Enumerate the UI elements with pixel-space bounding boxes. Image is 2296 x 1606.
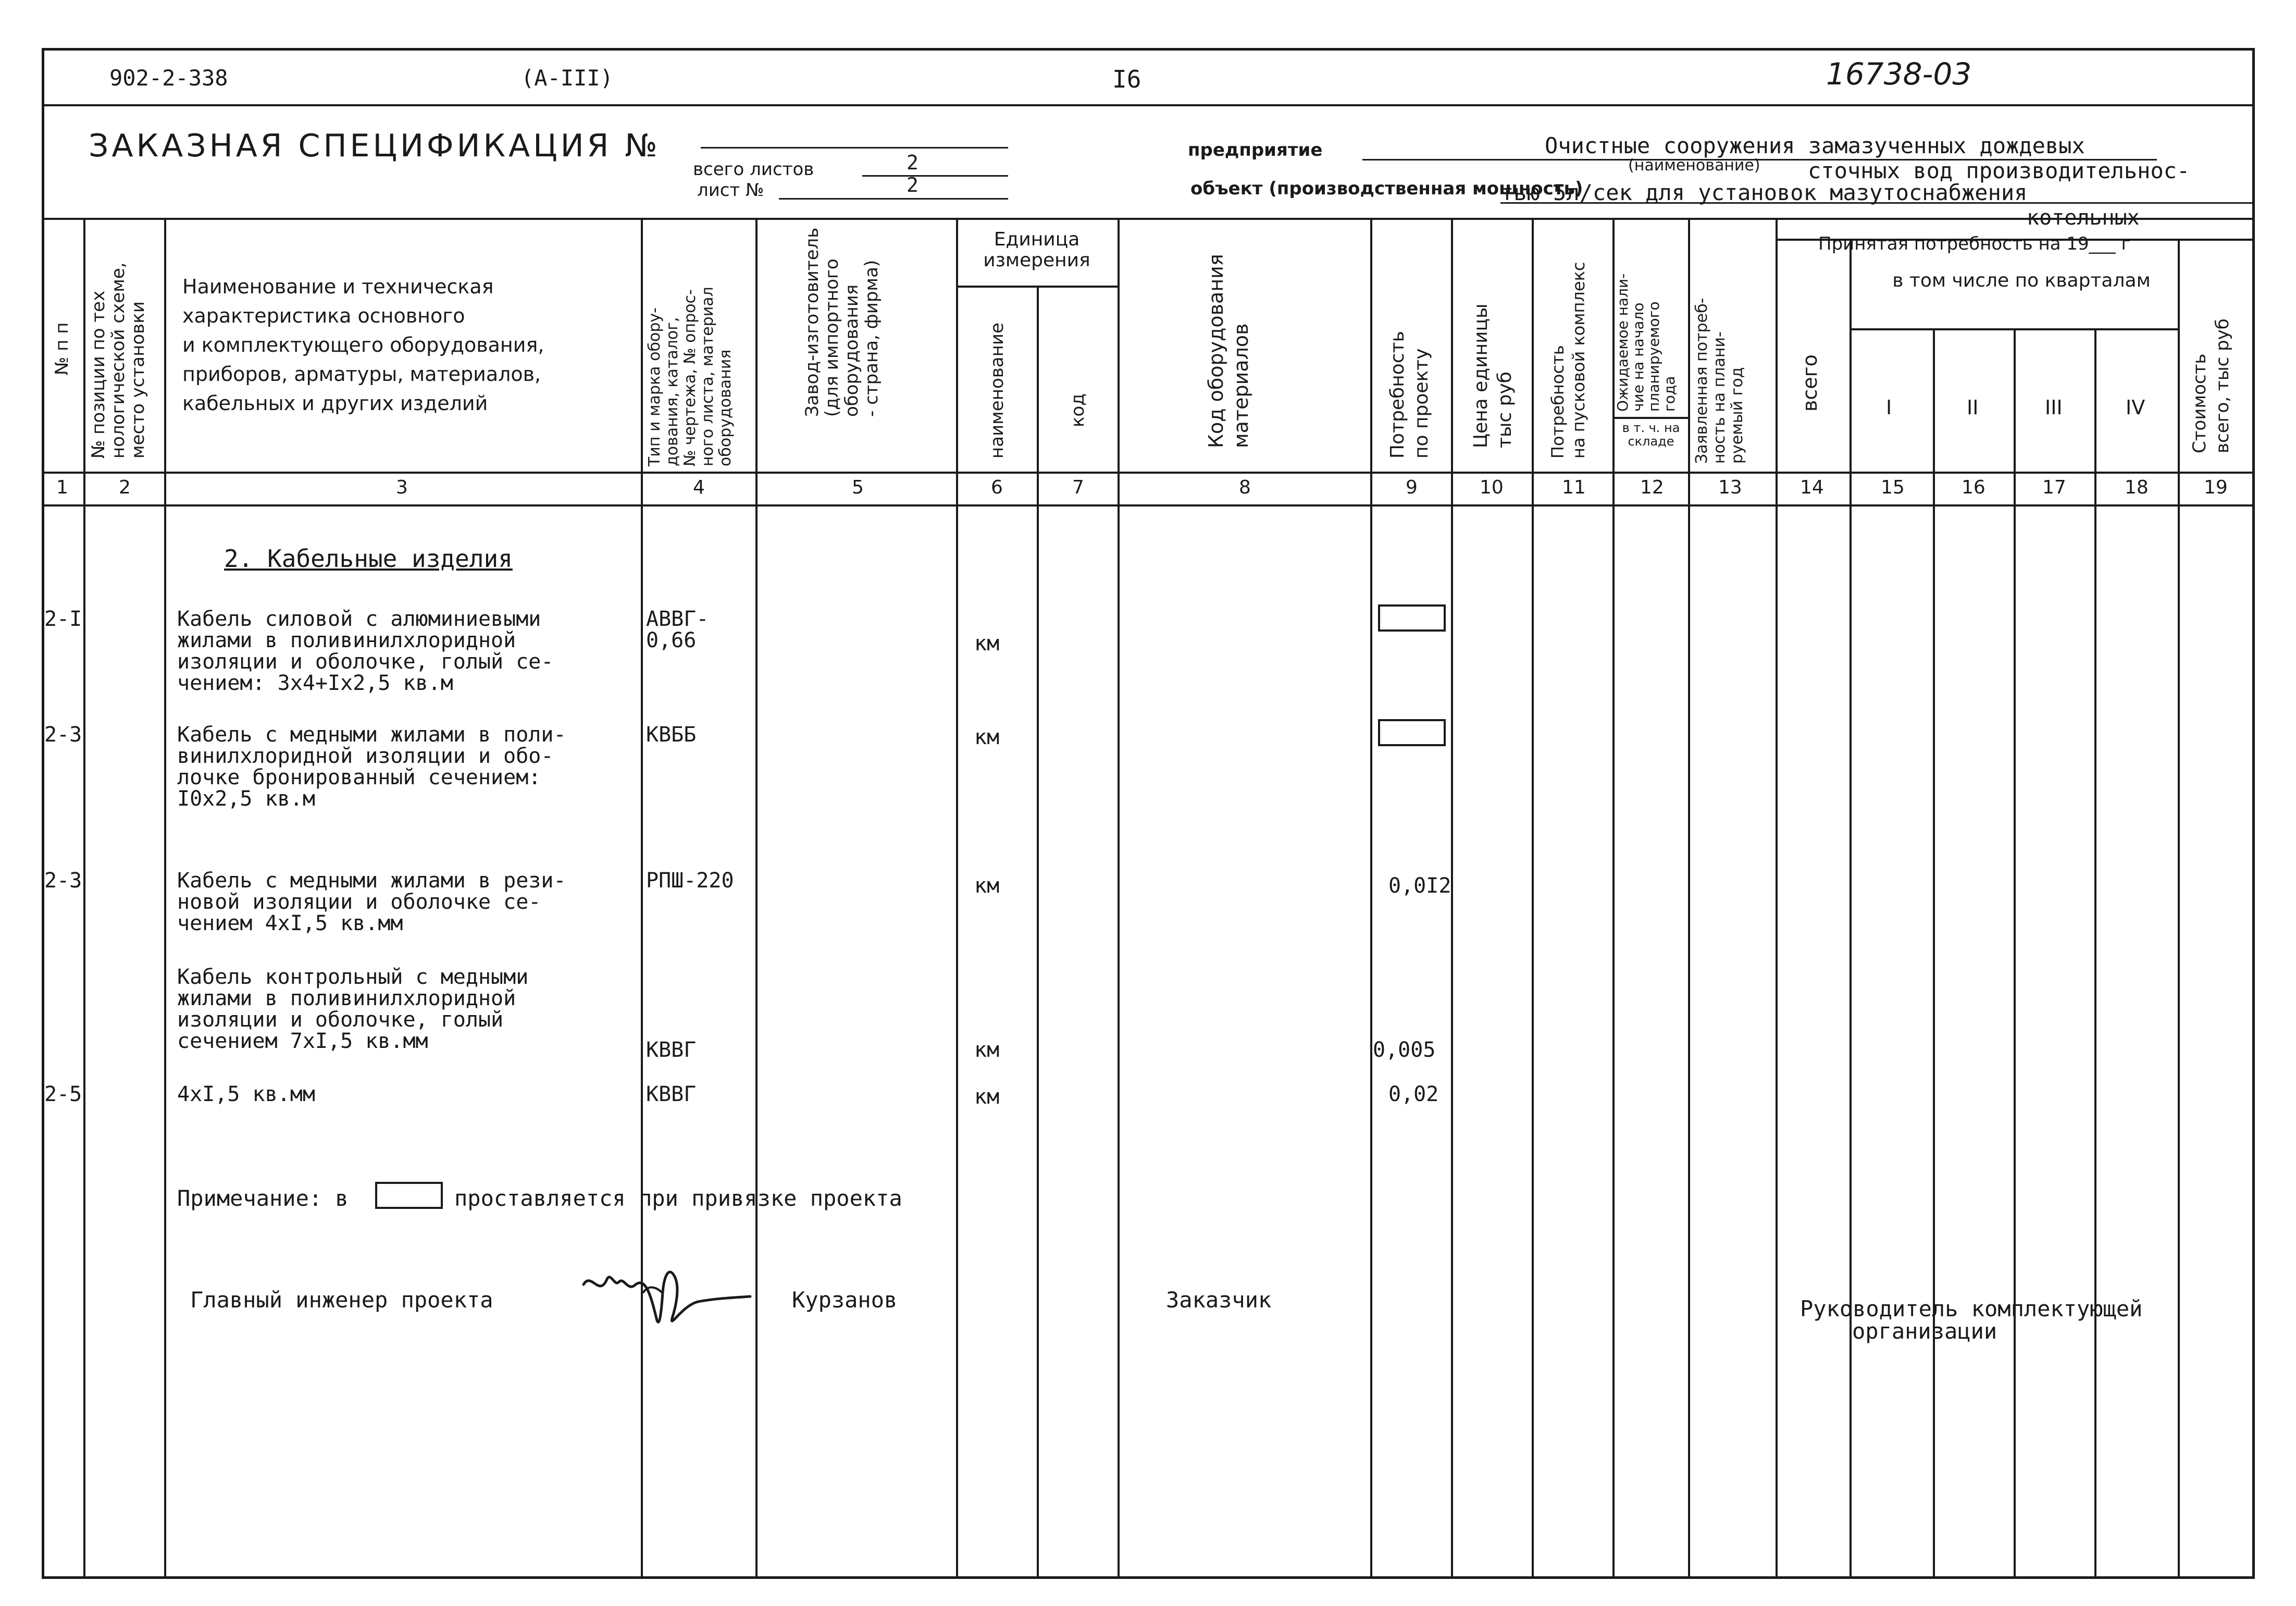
col-border-16 [2014, 328, 2016, 1579]
row-name-line: новой изоляции и оболочке се- [177, 890, 541, 914]
row-name-line: изоляции и оболочке, голый [177, 1008, 504, 1032]
col-header-19 [2188, 318, 2234, 453]
c12-sub-divider [1612, 417, 1688, 419]
row-type: РПШ-220 [646, 869, 734, 893]
doc-code: 902-2-338 [109, 65, 228, 91]
row-type: КВББ [646, 723, 697, 747]
handwritten-signature-icon [578, 1256, 755, 1339]
page-number: I6 [1112, 65, 1141, 93]
col-border-12 [1688, 218, 1690, 1579]
org-head-label-line2: организации [1852, 1318, 1997, 1344]
col-header-12-line: чие на начало [1630, 302, 1647, 412]
col-header-5 [802, 228, 882, 417]
row-name-line: чением 4хI,5 кв.мм [177, 911, 403, 935]
col-header-4-line: оборудования [716, 349, 735, 466]
row-unit: км [974, 1038, 1000, 1062]
col-header-8 [1203, 254, 1254, 448]
quarter-3-header: III [2045, 396, 2063, 419]
total-sheets-value: 2 [907, 151, 919, 174]
col-border-4 [755, 218, 758, 1579]
col-header-13-line: Заявленная потреб- [1693, 298, 1711, 464]
quarters-group-header: в том числе по кварталам [1892, 270, 2151, 291]
col-number: 10 [1480, 477, 1504, 498]
chief-engineer-name: Курзанов [792, 1287, 898, 1313]
row-qty: 0,02 [1388, 1082, 1439, 1106]
enterprise-value-line1: Очистные сооружения замазученных дождевых [1545, 133, 2085, 158]
col-header-13-line: руемый год [1728, 367, 1746, 464]
row-position: 2-3 [44, 723, 82, 747]
col-header-8-line: Код оборудования [1205, 254, 1227, 448]
org-head-label-line1: Руководитель комплектующей [1800, 1296, 2143, 1321]
col-border-15 [1933, 328, 1935, 1579]
col-number: 5 [852, 477, 864, 498]
col-header-6: наименование [987, 323, 1008, 459]
header-bottom-border [42, 472, 2255, 474]
enterprise-value-line4: котельных [2027, 206, 2140, 230]
row-name-line: сечением 7хI,5 кв.мм [177, 1029, 428, 1053]
col-header-4-line: ного листа, материал [699, 287, 717, 466]
row-name [177, 609, 553, 694]
col-header-2-line: место установки [128, 301, 148, 459]
row-name-line: чением: 3х4+Iх2,5 кв.м [177, 671, 453, 695]
col-border-2 [164, 218, 166, 1579]
spec-number-underline [701, 147, 1008, 149]
col-header-1: № п п [52, 322, 72, 375]
sheet-label: лист № [697, 180, 764, 201]
col-header-19-line: Стоимость [2189, 353, 2210, 453]
col-header-13-line: ность на плани- [1710, 331, 1729, 464]
col-number: 12 [1640, 477, 1664, 498]
col-header-4-line: дования, каталог, [663, 317, 681, 466]
col-header-11-line: Потребность [1548, 345, 1568, 459]
col-header-12 [1615, 274, 1678, 412]
row-unit: км [974, 632, 1000, 656]
col-header-5-line: Завод-изготовитель [802, 227, 823, 417]
col-border-1 [83, 218, 85, 1579]
col-number: 15 [1881, 477, 1905, 498]
customer-label: Заказчик [1166, 1287, 1272, 1313]
row-name [177, 967, 528, 1052]
section-title: 2. Кабельные изделия [224, 545, 513, 573]
col-header-9 [1386, 331, 1434, 459]
enterprise-label: предприятие [1188, 140, 1323, 160]
col-number: 3 [396, 477, 408, 498]
col-header-3-line: Наименование и техническая [182, 275, 494, 298]
col-header-13 [1693, 298, 1746, 464]
col-header-9-line: по проекту [1411, 348, 1432, 459]
row-type-line: 0,66 [646, 628, 697, 652]
col-border-13 [1776, 218, 1778, 1579]
col-header-10-line: тыс руб [1494, 372, 1516, 448]
col-header-10 [1469, 304, 1517, 448]
row-type-line: АВВГ- [646, 607, 709, 631]
row-name-line: Кабель контрольный с медными [177, 965, 529, 989]
col-header-2 [89, 219, 148, 459]
col-header-3-line: приборов, арматуры, материалов, [182, 363, 541, 386]
row-qty: 0,0I2 [1388, 874, 1451, 898]
row-name [177, 870, 566, 934]
col-header-3 [182, 272, 544, 418]
col-header-12-line: Ожидаемое нали- [1614, 273, 1631, 412]
col-number: 13 [1718, 477, 1742, 498]
object-label: объект (производственная мощность) [1190, 178, 1583, 199]
col-header-14: всего [1798, 354, 1821, 412]
table-top-border [42, 218, 2255, 220]
col-header-8-line: материалов [1230, 323, 1252, 448]
col-border-7 [1118, 218, 1120, 1579]
col-header-2-line: нологической схеме, [108, 262, 129, 459]
col-header-11 [1547, 262, 1589, 459]
note-prefix: Примечание: в [177, 1185, 349, 1211]
spec-title: ЗАКАЗНАЯ СПЕЦИФИКАЦИЯ № [89, 128, 661, 164]
qty-placeholder-box [1378, 604, 1446, 632]
col-number: 7 [1072, 477, 1084, 498]
col-header-12-sub: в т. ч. на складе [1622, 421, 1680, 449]
col-border-9 [1451, 218, 1453, 1579]
note-suffix: проставляется при привязке проекта [454, 1185, 902, 1211]
header-divider [42, 104, 2255, 106]
col-header-3-line: и комплектующего оборудования, [182, 333, 544, 356]
row-type [646, 609, 709, 651]
col-header-5-line: оборудования [841, 284, 862, 417]
sheet-id: 16738-03 [1826, 56, 1972, 92]
col-border-14 [1850, 239, 1852, 1579]
album-number: (А-III) [521, 65, 614, 91]
col-header-11-line: на пусковой комплекс [1569, 262, 1588, 459]
row-position: 2-3 [44, 869, 82, 893]
col-border-17 [2094, 328, 2096, 1579]
col-header-3-line: характеристика основного [182, 304, 465, 327]
col-header-19-line: всего, тыс руб [2212, 318, 2233, 453]
col-border-6 [1037, 286, 1039, 1579]
enterprise-name-hint: (наименование) [1628, 156, 1760, 175]
chief-engineer-label: Главный инженер проекта [190, 1287, 493, 1313]
col-border-10 [1532, 218, 1534, 1579]
total-sheets-underline [862, 175, 1008, 177]
col-border-3 [641, 218, 643, 1579]
row-position: 2-I [44, 607, 82, 631]
col-border-18 [2178, 239, 2180, 1579]
col-header-4-line: Тип и марка обору- [646, 307, 664, 466]
column-number-border [42, 504, 2255, 506]
row-name-line: I0х2,5 кв.м [177, 787, 315, 811]
sheet-underline [779, 198, 1008, 200]
row-name-line: жилами в поливинилхлоридной [177, 628, 516, 652]
row-unit: км [974, 1085, 1000, 1109]
col-number: 6 [991, 477, 1003, 498]
col-number: 8 [1239, 477, 1251, 498]
col-number: 18 [2125, 477, 2149, 498]
col-header-9-line: Потребность [1387, 331, 1408, 459]
col-number: 9 [1406, 477, 1418, 498]
quarter-4-header: IV [2126, 396, 2145, 419]
quarter-1-header: I [1886, 396, 1892, 419]
sheet-value: 2 [907, 174, 919, 196]
accepted-group-header: Принятая потребность на 19___ г [1818, 233, 2131, 254]
col-border-11 [1612, 218, 1615, 1579]
col-number: 19 [2204, 477, 2228, 498]
col-header-12-line: года [1661, 376, 1678, 412]
row-name-line: Кабель с медными жилами в рези- [177, 869, 566, 893]
row-type: КВВГ [646, 1082, 697, 1106]
row-unit: км [974, 725, 1000, 749]
row-name-line: винилхлоридной изоляции и обо- [177, 744, 554, 768]
col-number: 14 [1800, 477, 1824, 498]
row-name-line: изоляции и оболочке, голый се- [177, 650, 554, 674]
row-name-line: жилами в поливинилхлоридной [177, 986, 516, 1010]
enterprise-value-line3: тью 5л/сек для установок мазутоснабжения [1500, 180, 2028, 205]
col-number: 17 [2042, 477, 2066, 498]
col-number: 2 [119, 477, 131, 498]
col-header-3-line: кабельных и других изделий [182, 392, 488, 415]
col-number: 4 [693, 477, 705, 498]
row-unit: км [974, 874, 1000, 898]
col-header-4 [646, 287, 735, 466]
row-name-line: лочке бронированный сечением: [177, 765, 541, 789]
row-name: 4хI,5 кв.мм [177, 1082, 315, 1106]
col-number: 16 [1962, 477, 1985, 498]
row-type: КВВГ [646, 1038, 697, 1062]
col-header-12-line: планируемого [1645, 301, 1662, 412]
row-name-line: Кабель с медными жилами в поли- [177, 723, 566, 747]
row-qty: 0,005 [1373, 1038, 1436, 1062]
unit-group-header: Единица измерения [983, 229, 1090, 271]
total-sheets-label: всего листов [693, 159, 814, 180]
note-placeholder-box [375, 1182, 443, 1209]
col-number: 1 [56, 477, 68, 498]
row-name-line: Кабель силовой с алюминиевыми [177, 607, 541, 631]
col-border-5 [956, 218, 958, 1579]
row-position: 2-5 [44, 1082, 82, 1106]
col-number: 11 [1562, 477, 1586, 498]
quarter-2-header: II [1967, 396, 1979, 419]
col-header-5-line: - страна, фирма) [861, 260, 882, 417]
col-header-7: код [1068, 393, 1088, 427]
col-header-10-line: Цена единицы [1470, 303, 1492, 448]
object-underline [1500, 202, 2252, 204]
col-header-5-line: (для импортного [822, 258, 842, 417]
col-border-8 [1370, 218, 1372, 1579]
col-header-4-line: № чертежа, № опрос- [681, 289, 699, 466]
col-header-2-line: № позиции по тех [88, 290, 109, 459]
qty-placeholder-box [1378, 719, 1446, 746]
row-name [177, 724, 566, 810]
enterprise-value-line2: сточных вод производительнос- [1808, 158, 2190, 183]
